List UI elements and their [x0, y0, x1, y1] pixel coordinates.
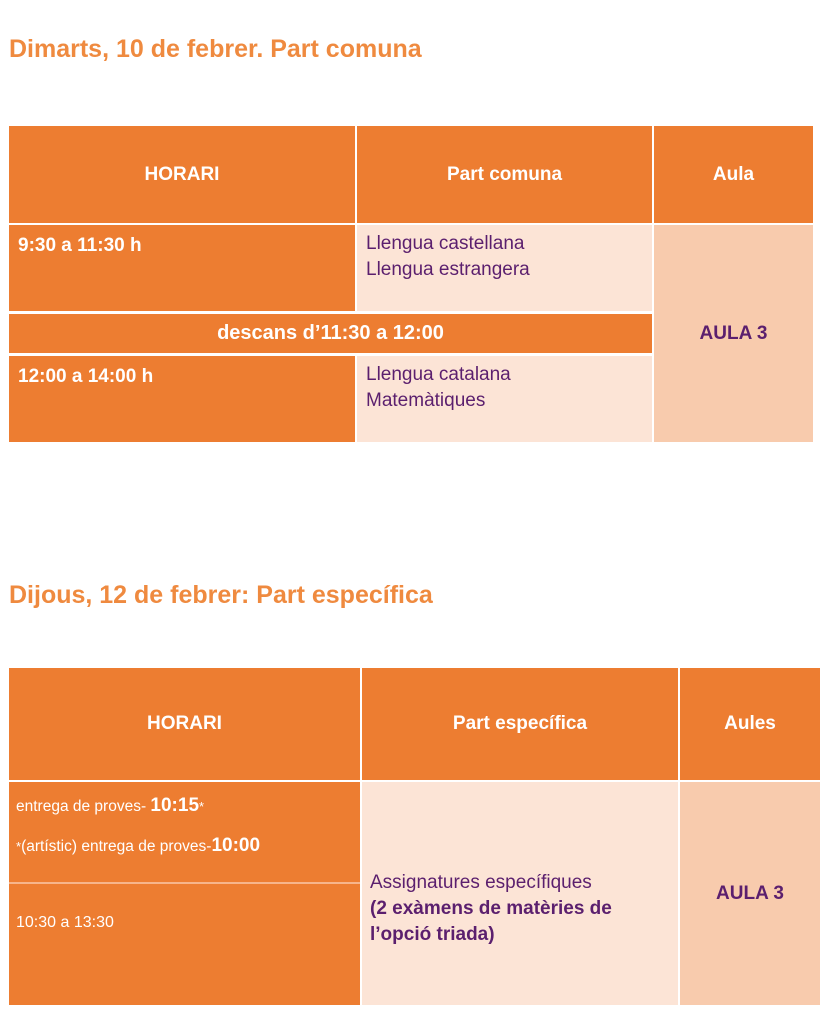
row2-time: 12:00 a 14:00 h — [9, 356, 355, 442]
delivery-line-artistic — [16, 835, 260, 857]
header-part-comuna: Part comuna — [357, 126, 652, 223]
room-cell: AULA 3 — [680, 782, 820, 1005]
delivery-text: (artístic) entrega de proves- — [21, 838, 212, 855]
delivery-line-general — [16, 795, 204, 817]
subject-line: Assignatures específiques — [370, 872, 592, 893]
delivery-text: entrega de proves- — [16, 798, 151, 815]
header-aula: Aula — [654, 126, 813, 223]
section-title-common: Dimarts, 10 de febrer. Part comuna — [9, 35, 422, 63]
room-cell: AULA 3 — [654, 225, 813, 442]
exam-time: 10:30 a 13:30 — [16, 914, 114, 931]
asterisk-icon: * — [16, 839, 22, 854]
row1-time: 9:30 a 11:30 h — [9, 225, 355, 311]
subject-note: l’opció triada) — [370, 924, 495, 945]
asterisk-icon: * — [199, 799, 205, 814]
header-horari: HORARI — [9, 668, 360, 780]
header-horari: HORARI — [9, 126, 355, 223]
row2-subjects — [357, 356, 652, 442]
time-cell — [9, 782, 360, 1005]
delivery-time: 10:15 — [150, 795, 200, 816]
header-part-especifica: Part específica — [362, 668, 678, 780]
row1-subjects — [357, 225, 652, 311]
break-row: descans d’11:30 a 12:00 — [9, 314, 652, 353]
subject-item: Matemàtiques — [366, 390, 486, 411]
subjects-cell — [362, 782, 678, 1005]
row-divider — [9, 882, 360, 884]
header-aules: Aules — [680, 668, 820, 780]
delivery-time: 10:00 — [211, 835, 261, 856]
subject-item: Llengua estrangera — [366, 259, 530, 280]
subject-item: Llengua catalana — [366, 364, 511, 385]
section-title-specific: Dijous, 12 de febrer: Part específica — [9, 581, 433, 609]
subject-note: (2 exàmens de matèries de — [370, 898, 612, 919]
subject-item: Llengua castellana — [366, 233, 525, 254]
